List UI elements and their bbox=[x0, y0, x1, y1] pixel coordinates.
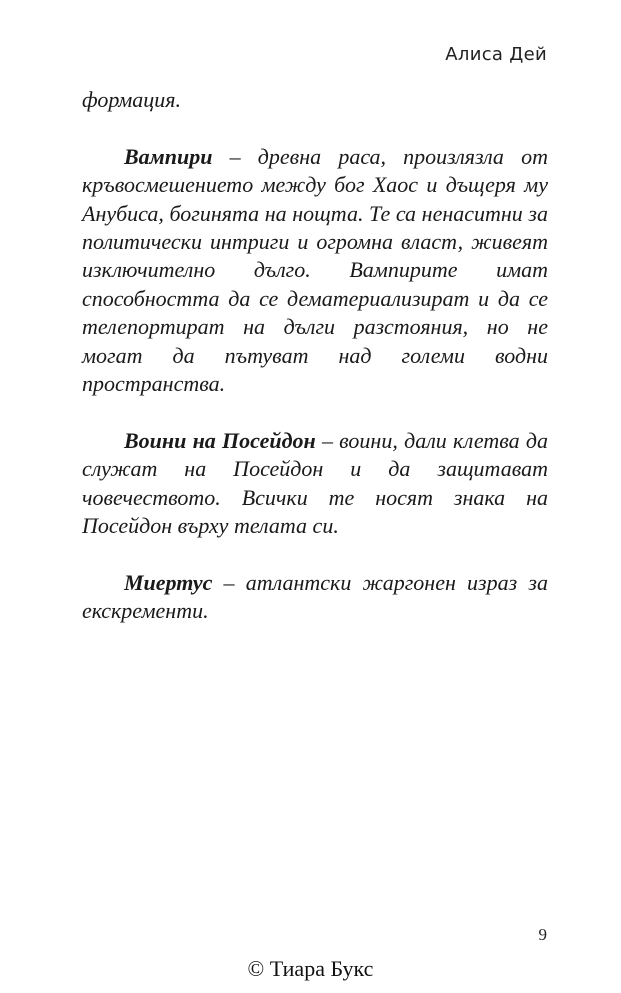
glossary-text bbox=[82, 86, 548, 626]
glossary-definition: – атлантски жаргонен израз за екскременти. bbox=[82, 569, 548, 624]
glossary-entry-miertus bbox=[82, 569, 548, 626]
glossary-entry-poseidon-warriors bbox=[82, 427, 548, 541]
glossary-entry-vampires bbox=[82, 143, 548, 399]
continuation-line: формация. bbox=[82, 87, 181, 112]
glossary-term: Вампири bbox=[124, 143, 213, 169]
running-header-author: Алиса Дей bbox=[445, 44, 547, 65]
page-number: 9 bbox=[538, 925, 547, 944]
glossary-term: Воини на Посейдон bbox=[124, 427, 316, 453]
glossary-definition: – воини, дали клетва да служат на Посейдон и да защитават човечеството. Всички те носят знака на Посейдон върху телата си. bbox=[82, 427, 548, 539]
glossary-term: Миертус bbox=[124, 569, 213, 595]
copyright-notice: © Тиара Букс bbox=[247, 956, 374, 981]
glossary-definition: – древна раса, произлязла от кръвосмешението между бог Хаос и дъщеря му Анубиса, богинята на нощта. Те са ненаситни за политически интриги и огромна власт, живеят изключително дълго. Вампирите имат способността да се дематериализират и да се телепортират на дълги разстояния, но не могат да пътуват над големи водни пространства. bbox=[82, 143, 548, 397]
